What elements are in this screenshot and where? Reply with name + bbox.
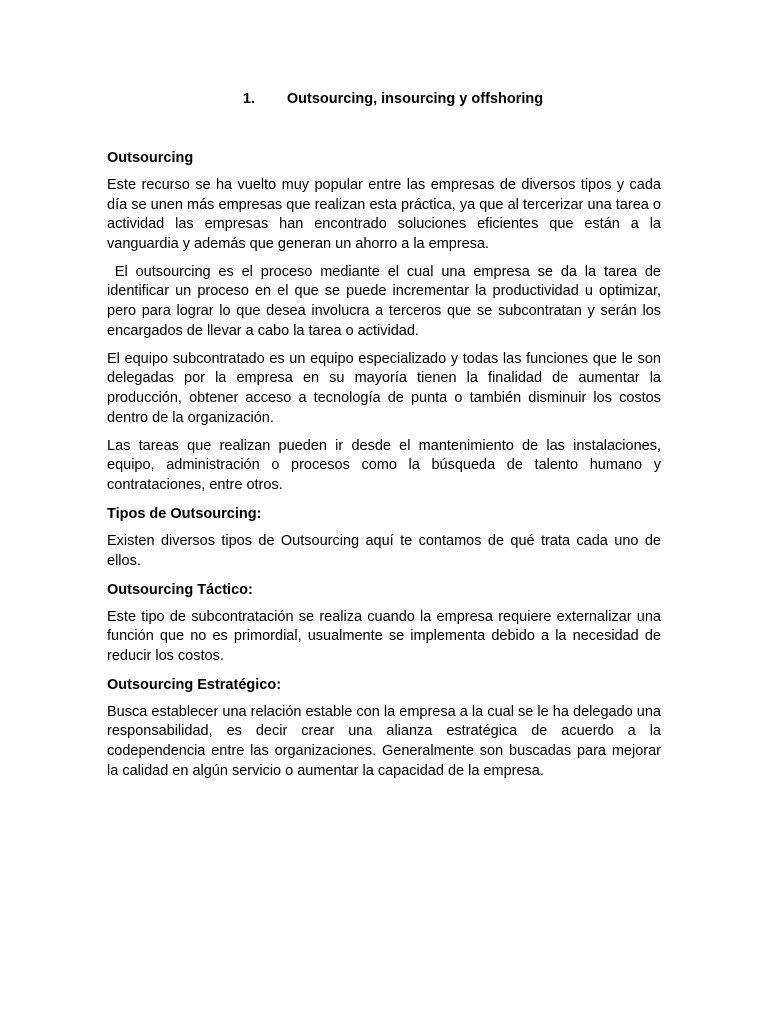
section-heading: Outsourcing Táctico: (107, 581, 253, 598)
paragraph: El equipo subcontratado es un equipo especializado y todas las funciones que le son delegadas por la empresa en su mayoría tienen la finalidad de aumentar la producción, obtener acceso a tecnología de punta o también disminuir los costos dentro de la organización. (107, 350, 661, 426)
section-heading: Outsourcing (107, 150, 194, 166)
section-outsourcing (107, 148, 661, 495)
paragraph: Las tareas que realizan pueden ir desde el mantenimiento de las instalaciones, equipo, administración o procesos como la búsqueda de talento humano y contrataciones, entre otros. (107, 437, 661, 493)
paragraph: Busca establecer una relación estable con la empresa a la cual se le ha delegado una responsabilidad, es decir crear una alianza estratégica de acuerdo a la codependencia entre las organizaciones. Generalmente son buscadas para mejorar la calidad en algún servicio o aumentar la capacidad de la empresa. (107, 703, 661, 779)
paragraph: El outsourcing es el proceso mediante el cual una empresa se da la tarea de identificar un proceso en el que se puede incrementar la productividad u optimizar, pero para lograr lo que desea involucra a terceros que se subcontratan y serán los encargados de llevar a cabo la tarea o actividad. (107, 263, 661, 339)
paragraph: Existen diversos tipos de Outsourcing aquí te contamos de qué trata cada uno de ellos. (107, 532, 661, 569)
document-body (107, 88, 661, 790)
section-outsourcing-estrategico (107, 675, 661, 781)
document-title (107, 88, 661, 110)
title-number: 1. (242, 91, 255, 107)
title-text: Outsourcing, insourcing y offshoring (286, 91, 544, 107)
paragraph: Este tipo de subcontratación se realiza cuando la empresa requiere externalizar una función que no es primordial, usualmente se implementa debido a la necesidad de reducir los costos. (107, 608, 661, 664)
section-outsourcing-tactico (107, 580, 661, 667)
section-heading: Outsourcing Estratégico: (107, 676, 282, 693)
paragraph: Este recurso se ha vuelto muy popular entre las empresas de diversos tipos y cada día se unen más empresas que realizan esta práctica, ya que al tercerizar una tarea o actividad las empresas han encontrado soluciones eficientes que están a la vanguardia y además que generan un ahorro a la empresa. (107, 177, 661, 252)
section-tipos-de-outsourcing (107, 504, 661, 571)
section-heading: Tipos de Outsourcing: (107, 505, 262, 522)
